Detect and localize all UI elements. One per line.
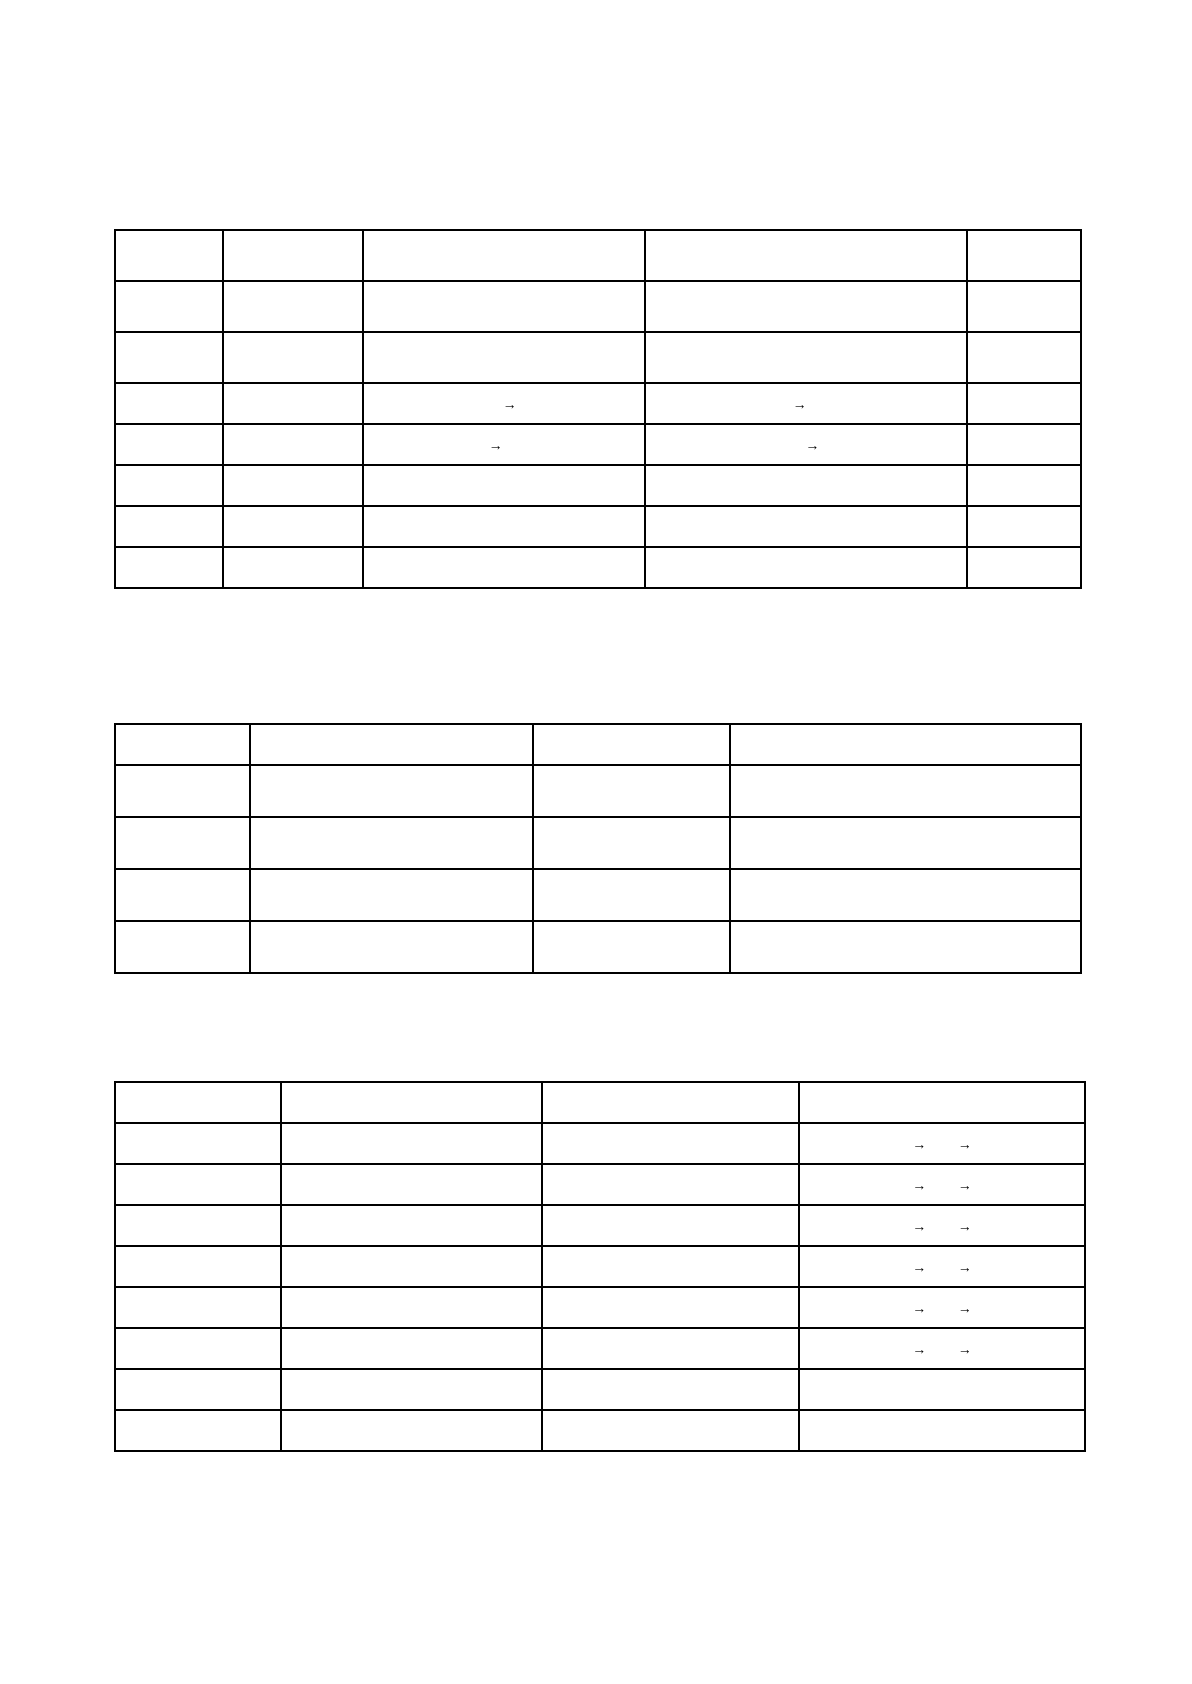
table-cell	[281, 1328, 542, 1369]
table-cell	[533, 817, 730, 869]
table-3	[114, 1081, 1086, 1452]
table-cell	[967, 383, 1081, 424]
table-row	[115, 1246, 1085, 1287]
table-cell	[533, 869, 730, 921]
table-cell	[115, 1328, 281, 1369]
table-cell	[115, 424, 223, 465]
table-cell	[281, 1369, 542, 1410]
table-cell	[645, 424, 967, 465]
table-cell	[799, 1328, 1085, 1369]
table-row	[115, 506, 1081, 547]
table-cell	[223, 281, 363, 332]
table-cell	[115, 506, 223, 547]
table-cell	[542, 1287, 799, 1328]
table-cell	[223, 424, 363, 465]
arrow-right-icon: →	[957, 1258, 972, 1275]
table-row	[115, 1287, 1085, 1328]
table-cell	[281, 1082, 542, 1123]
table-cell	[967, 230, 1081, 281]
table-cell	[645, 465, 967, 506]
table-cell	[115, 1287, 281, 1328]
table-cell	[967, 424, 1081, 465]
table-cell	[542, 1246, 799, 1287]
table-cell	[799, 1246, 1085, 1287]
table-cell	[542, 1328, 799, 1369]
table-cell	[730, 765, 1081, 817]
table-row	[115, 547, 1081, 588]
arrow-right-icon: →	[957, 1217, 972, 1234]
arrow-right-icon: →	[957, 1176, 972, 1193]
table-cell	[363, 383, 645, 424]
table-cell	[967, 281, 1081, 332]
table-row	[115, 1410, 1085, 1451]
arrow-right-icon: →	[912, 1135, 927, 1152]
table-cell	[799, 1410, 1085, 1451]
table-cell	[363, 465, 645, 506]
table-cell	[223, 465, 363, 506]
table-cell	[115, 1246, 281, 1287]
table-cell	[799, 1287, 1085, 1328]
table-cell	[799, 1205, 1085, 1246]
table-cell	[967, 547, 1081, 588]
table-cell	[115, 1369, 281, 1410]
table-cell	[250, 921, 533, 973]
table-cell	[542, 1082, 799, 1123]
table-row	[115, 230, 1081, 281]
table-cell	[115, 1410, 281, 1451]
table-cell	[363, 506, 645, 547]
table-cell	[730, 921, 1081, 973]
table-cell	[730, 869, 1081, 921]
table-row	[115, 1369, 1085, 1410]
arrow-right-icon: →	[792, 395, 807, 412]
table-cell	[281, 1410, 542, 1451]
table-row	[115, 921, 1081, 973]
arrow-right-icon: →	[912, 1299, 927, 1316]
table-cell	[115, 921, 250, 973]
table-cell	[799, 1164, 1085, 1205]
table-cell	[363, 332, 645, 383]
table-cell	[645, 383, 967, 424]
table-cell	[281, 1164, 542, 1205]
table-cell	[281, 1287, 542, 1328]
table-cell	[799, 1369, 1085, 1410]
arrow-right-icon: →	[957, 1299, 972, 1316]
arrow-right-icon: →	[912, 1340, 927, 1357]
table-cell	[250, 724, 533, 765]
table-2	[114, 723, 1082, 974]
table-cell	[250, 869, 533, 921]
table-row	[115, 465, 1081, 506]
table-cell	[115, 230, 223, 281]
table-row	[115, 1328, 1085, 1369]
table-cell	[363, 547, 645, 588]
table-row	[115, 383, 1081, 424]
table-cell	[533, 724, 730, 765]
table-row	[115, 1123, 1085, 1164]
table-cell	[363, 230, 645, 281]
table-row	[115, 281, 1081, 332]
table-cell	[730, 817, 1081, 869]
table-cell	[533, 921, 730, 973]
arrow-right-icon: →	[488, 436, 503, 453]
arrow-right-icon: →	[502, 395, 517, 412]
table-cell	[115, 1123, 281, 1164]
table-cell	[115, 869, 250, 921]
table-cell	[115, 281, 223, 332]
table-cell	[542, 1205, 799, 1246]
table-cell	[281, 1246, 542, 1287]
table-cell	[115, 1082, 281, 1123]
table-cell	[645, 547, 967, 588]
arrow-right-icon: →	[957, 1340, 972, 1357]
table-cell	[363, 424, 645, 465]
table-row	[115, 724, 1081, 765]
arrow-right-icon: →	[912, 1176, 927, 1193]
table-cell	[223, 383, 363, 424]
table-row	[115, 869, 1081, 921]
table-1	[114, 229, 1082, 589]
table-cell	[115, 383, 223, 424]
table-cell	[645, 230, 967, 281]
table-row	[115, 424, 1081, 465]
table-cell	[542, 1369, 799, 1410]
table-cell	[967, 465, 1081, 506]
arrow-right-icon: →	[957, 1135, 972, 1152]
table-cell	[115, 765, 250, 817]
table-row	[115, 1164, 1085, 1205]
table-cell	[542, 1123, 799, 1164]
table-row	[115, 1082, 1085, 1123]
table-cell	[281, 1123, 542, 1164]
arrow-right-icon: →	[805, 436, 820, 453]
table-cell	[223, 230, 363, 281]
table-cell	[542, 1164, 799, 1205]
table-cell	[115, 1205, 281, 1246]
table-cell	[115, 724, 250, 765]
table-cell	[967, 506, 1081, 547]
table-row	[115, 332, 1081, 383]
table-cell	[542, 1410, 799, 1451]
table-cell	[533, 765, 730, 817]
table-cell	[730, 724, 1081, 765]
table-cell	[799, 1082, 1085, 1123]
table-cell	[223, 506, 363, 547]
table-cell	[223, 547, 363, 588]
table-cell	[250, 817, 533, 869]
table-cell	[281, 1205, 542, 1246]
table-cell	[967, 332, 1081, 383]
table-cell	[115, 1164, 281, 1205]
table-cell	[363, 281, 645, 332]
table-cell	[223, 332, 363, 383]
table-cell	[115, 817, 250, 869]
table-row	[115, 817, 1081, 869]
table-cell	[115, 465, 223, 506]
table-cell	[115, 547, 223, 588]
table-cell	[250, 765, 533, 817]
table-cell	[799, 1123, 1085, 1164]
table-cell	[645, 332, 967, 383]
table-cell	[645, 281, 967, 332]
table-row	[115, 1205, 1085, 1246]
table-cell	[115, 332, 223, 383]
table-row	[115, 765, 1081, 817]
table-cell	[645, 506, 967, 547]
arrow-right-icon: →	[912, 1258, 927, 1275]
arrow-right-icon: →	[912, 1217, 927, 1234]
